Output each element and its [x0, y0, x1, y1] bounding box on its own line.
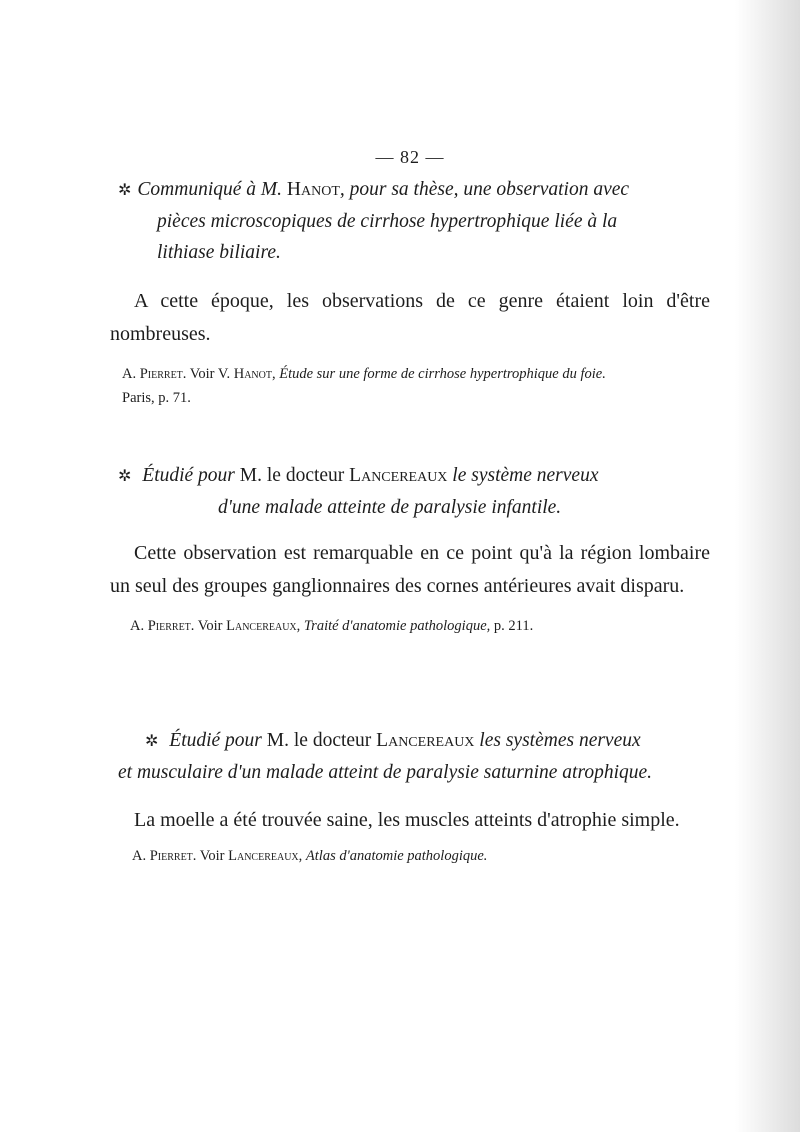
author-name: Hanot	[286, 179, 340, 200]
entry-reference: A. Pierret. Voir Lancereaux, Atlas d'anatomie pathologique.	[132, 848, 488, 864]
asterism-icon: ✲	[118, 182, 132, 199]
entry-heading: ✲ Étudié pour M. le docteur Lancereaux les systèmes nerveux et musculaire d'un malade atteint de paralysie saturnine atrophique.	[118, 730, 653, 783]
author-name: Lancereaux	[376, 730, 475, 751]
asterism-icon: ✲	[145, 733, 159, 750]
author-name: Lancereaux	[349, 465, 448, 486]
entry-reference: A. Pierret. Voir V. Hanot, Étude sur une forme de cirrhose hypertrophique du foie. Paris, p. 71.	[122, 366, 606, 406]
entry-body: A cette époque, les observations de ce genre étaient loin d'être nombreuses.	[110, 290, 710, 345]
asterism-icon: ✲	[118, 468, 132, 485]
entry-body: Cette observation est remarquable en ce point qu'à la région lombaire un seul des groupes ganglionnaires des cornes antérieures avait disparu.	[110, 542, 710, 597]
entry-reference: A. Pierret. Voir Lancereaux, Traité d'anatomie pathologique, p. 211.	[130, 618, 534, 634]
entry-hanot	[110, 174, 710, 410]
page-number: — 82 —	[375, 147, 445, 167]
entry-body: La moelle a été trouvée saine, les muscles atteints d'atrophie simple.	[134, 809, 680, 831]
entry-heading: ✲ Étudié pour M. le docteur Lancereaux le système nerveux d'une malade atteinte de paralysie infantile.	[118, 465, 599, 518]
entry-heading: ✲ Communiqué à M. Hanot, pour sa thèse, une observation avec pièces microscopiques de cirrhose hypertrophique liée à la lithiase biliaire.	[118, 179, 630, 263]
entry-lancereaux-infantile	[110, 460, 710, 638]
entry-lancereaux-saturnine	[110, 725, 710, 868]
